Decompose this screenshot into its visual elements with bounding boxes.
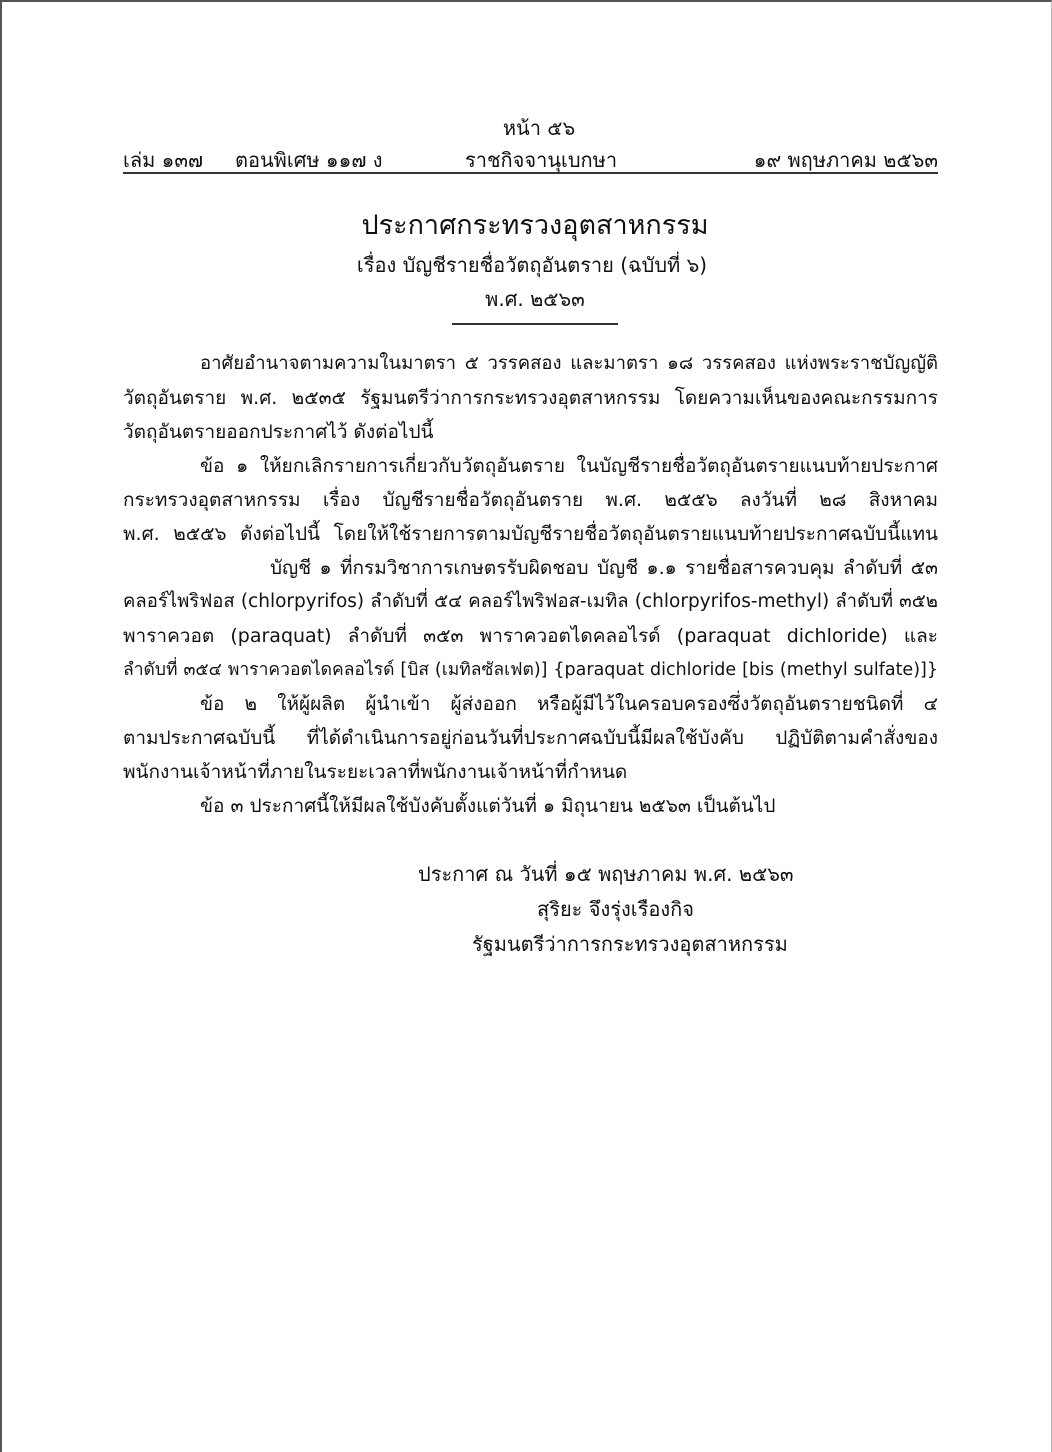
page-number: หน้า ๕๖ xyxy=(502,116,576,140)
signatory-name: สุริยะ จึงรุ่งเรืองกิจ xyxy=(537,897,694,921)
gazette-header xyxy=(123,144,938,172)
body-line: ลำดับที่ ๓๕๔ พาราควอตไดคลอไรด์ [บิส (เมทิลซัลเฟต)] {paraquat dichloride [bis (methyl sulfate)]} xyxy=(123,660,938,680)
body-line: วัตถุอันตรายออกประกาศไว้ ดังต่อไปนี้ xyxy=(123,421,434,443)
header-divider xyxy=(123,172,938,174)
announcement-year: พ.ศ. ๒๕๖๓ xyxy=(485,287,585,311)
body-line: ตามประกาศฉบับนี้ ที่ได้ดำเนินการอยู่ก่อนวันที่ประกาศฉบับนี้มีผลใช้บังคับ ปฏิบัติตามคำสั่งของ xyxy=(123,727,938,749)
body-line: ข้อ ๑ ให้ยกเลิกรายการเกี่ยวกับวัตถุอันตราย ในบัญชีรายชื่อวัตถุอันตรายแนบท้ายประกาศ xyxy=(200,455,938,477)
signature-date: ประกาศ ณ วันที่ ๑๕ พฤษภาคม พ.ศ. ๒๕๖๓ xyxy=(418,862,794,886)
body-line: อาศัยอำนาจตามความในมาตรา ๕ วรรคสอง และมาตรา ๑๘ วรรคสอง แห่งพระราชบัญญัติ xyxy=(200,353,938,374)
body-line: กระทรวงอุตสาหกรรม เรื่อง บัญชีรายชื่อวัตถุอันตราย พ.ศ. ๒๕๕๖ ลงวันที่ ๒๘ สิงหาคม xyxy=(123,489,938,511)
body-line: คลอร์ไพริฟอส (chlorpyrifos) ลำดับที่ ๕๔ คลอร์ไพริฟอส-เมทิล (chlorpyrifos-methyl) ลำดับที่ ๓๕๒ xyxy=(123,591,938,612)
announcement-body xyxy=(123,347,938,823)
body-line: พ.ศ. ๒๕๕๖ ดังต่อไปนี้ โดยให้ใช้รายการตามบัญชีรายชื่อวัตถุอันตรายแนบท้ายประกาศฉบับนี้แทน xyxy=(123,523,938,545)
volume-label: เล่ม ๑๓๗ xyxy=(123,148,204,172)
signatory-position: รัฐมนตรีว่าการกระทรวงอุตสาหกรรม xyxy=(472,932,788,956)
body-line: พาราควอต (paraquat) ลำดับที่ ๓๕๓ พาราควอตไดคลอไรด์ (paraquat dichloride) และ xyxy=(123,625,938,647)
body-line: วัตถุอันตราย พ.ศ. ๒๕๓๕ รัฐมนตรีว่าการกระทรวงอุตสาหกรรม โดยความเห็นของคณะกรรมการ xyxy=(123,387,938,409)
section-label: ตอนพิเศษ ๑๑๗ ง xyxy=(235,148,383,172)
body-line: บัญชี ๑ ที่กรมวิชาการเกษตรรับผิดชอบ บัญชี ๑.๑ รายชื่อสารควบคุม ลำดับที่ ๕๓ xyxy=(270,557,938,579)
announcement-title: ประกาศกระทรวงอุตสาหกรรม xyxy=(361,210,709,241)
announcement-subject: เรื่อง บัญชีรายชื่อวัตถุอันตราย (ฉบับที่ ๖) xyxy=(356,253,708,277)
body-line: ข้อ ๓ ประกาศนี้ให้มีผลใช้บังคับตั้งแต่วันที่ ๑ มิถุนายน ๒๕๖๓ เป็นต้นไป xyxy=(200,795,776,817)
title-divider xyxy=(452,323,618,325)
gazette-name: ราชกิจจานุเบกษา xyxy=(465,148,618,172)
body-line: พนักงานเจ้าหน้าที่ภายในระยะเวลาที่พนักงานเจ้าหน้าที่กำหนด xyxy=(123,761,628,783)
gazette-date: ๑๙ พฤษภาคม ๒๕๖๓ xyxy=(753,148,938,172)
body-line: ข้อ ๒ ให้ผู้ผลิต ผู้นำเข้า ผู้ส่งออก หรือผู้มีไว้ในครอบครองซึ่งวัตถุอันตรายชนิดที่ ๔ xyxy=(200,693,938,715)
